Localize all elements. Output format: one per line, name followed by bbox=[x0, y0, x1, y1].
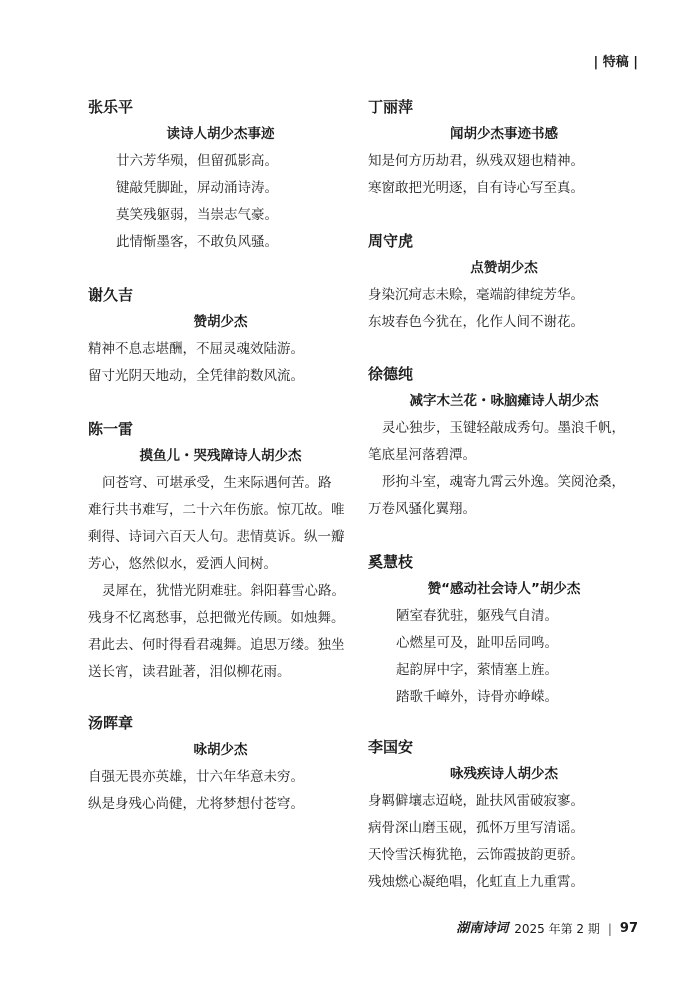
poem-author: 张乐平 bbox=[88, 98, 134, 116]
poem-line: 送长宵，读君趾著，泪似柳花雨。 bbox=[88, 664, 291, 680]
poem-line: 精神不息志堪酬，不屈灵魂效陆游。 bbox=[88, 341, 304, 357]
poem-line: 起韵屏中字，萦情塞上旌。 bbox=[396, 662, 558, 678]
poem-line: 君此去、何时得看君魂舞。追思万缕。独坐 bbox=[88, 637, 345, 653]
poem-author: 丁丽萍 bbox=[368, 98, 414, 116]
poem-author: 李国安 bbox=[368, 738, 414, 756]
poem-author: 周守虎 bbox=[368, 232, 414, 250]
poem-line: 东坡春色今犹在，化作人间不谢花。 bbox=[368, 314, 584, 330]
poem-line: 残身不忆离愁事，总把微光传顾。如烛舞。 bbox=[88, 610, 345, 626]
poem-line: 纵是身残心尚健，尤将梦想付苍穹。 bbox=[88, 796, 304, 812]
poem-line: 廿六芳华殒，但留孤影高。 bbox=[116, 153, 278, 169]
issue-label: 2025 年第 2 期 bbox=[514, 922, 600, 936]
poem-title: 读诗人胡少杰事迹 bbox=[166, 126, 275, 142]
poem-line: 寒窗敢把光明逐，自有诗心写至真。 bbox=[368, 180, 584, 196]
poem-line: 知是何方历劫君，纵残双翅也精神。 bbox=[368, 153, 584, 169]
poem-line: 留寸光阴天地动，全凭律韵数风流。 bbox=[88, 368, 304, 384]
poem-line: 键敲凭脚趾，屏动涌诗涛。 bbox=[116, 180, 278, 196]
poem-author: 陈一雷 bbox=[88, 420, 134, 438]
poem-line: 灵心独步，玉键轻敲成秀句。墨浪千帆， bbox=[382, 420, 625, 436]
poem-line: 灵犀在，犹惜光阴难驻。斜阳暮雪心路。 bbox=[102, 583, 345, 599]
poem-line: 身羁僻壤志迢峣，趾扶风雷破寂寥。 bbox=[368, 793, 584, 809]
poem-line: 万卷风骚化翼翔。 bbox=[368, 501, 476, 517]
poem-line: 此情惭墨客，不敢负风骚。 bbox=[116, 234, 278, 250]
poem-title: 咏胡少杰 bbox=[193, 742, 248, 758]
poem-line: 问苍穹、可堪承受，生来际遇何苦。路 bbox=[102, 475, 332, 491]
poem-title: 点赞胡少杰 bbox=[470, 260, 538, 276]
poem-line: 形拘斗室，魂寄九霄云外逸。笑阅沧桑， bbox=[382, 474, 625, 490]
poem-line: 笔底星河落碧潭。 bbox=[368, 447, 476, 463]
poem-line: 踏歌千嶂外，诗骨亦峥嵘。 bbox=[396, 689, 558, 705]
poem-author: 汤晖章 bbox=[88, 714, 134, 732]
poem-author: 奚慧枝 bbox=[368, 553, 414, 571]
poem-title: 赞“感动社会诗人”胡少杰 bbox=[427, 581, 581, 597]
poem-title: 减字木兰花・咏脑瘫诗人胡少杰 bbox=[409, 393, 599, 409]
magazine-logo: 湖南诗词 bbox=[456, 921, 509, 936]
footer-divider: | bbox=[607, 922, 612, 936]
section-label: | 特稿 | bbox=[593, 55, 638, 70]
poem-line: 芳心，悠然似水，爱洒人间树。 bbox=[88, 556, 277, 572]
poem-author: 谢久吉 bbox=[88, 286, 134, 304]
poem-title: 赞胡少杰 bbox=[193, 314, 248, 330]
poem-line: 天怜雪沃梅犹艳，云饰霞披韵更骄。 bbox=[368, 847, 584, 863]
page-footer bbox=[456, 920, 638, 938]
poem-title: 摸鱼儿・哭残障诗人胡少杰 bbox=[139, 448, 302, 464]
page-number: 97 bbox=[619, 921, 638, 936]
poem-title: 闻胡少杰事迹书感 bbox=[450, 126, 558, 142]
poem-line: 剩得、诗词六百天人句。悲情莫诉。纵一瓣 bbox=[88, 529, 345, 545]
poem-line: 陋室春犹驻，躯残气自清。 bbox=[396, 608, 558, 624]
poem-title: 咏残疾诗人胡少杰 bbox=[450, 766, 558, 782]
poem-line: 心燃星可及，趾叩岳同鸣。 bbox=[396, 635, 558, 651]
poem-line: 莫笑残躯弱，当崇志气豪。 bbox=[116, 207, 278, 223]
poem-line: 自强无畏亦英雄，廿六年华意未穷。 bbox=[88, 769, 304, 785]
poem-author: 徐德纯 bbox=[368, 365, 414, 383]
poem-line: 残烛燃心凝绝唱，化虹直上九重霄。 bbox=[368, 874, 584, 890]
poem-line: 难行共书难写，二十六年伤旅。惊兀故。唯 bbox=[88, 502, 345, 518]
poem-line: 身染沉疴志未赊，毫端韵律绽芳华。 bbox=[368, 287, 584, 303]
poem-line: 病骨深山磨玉砚，孤怀万里写清谣。 bbox=[368, 820, 584, 836]
